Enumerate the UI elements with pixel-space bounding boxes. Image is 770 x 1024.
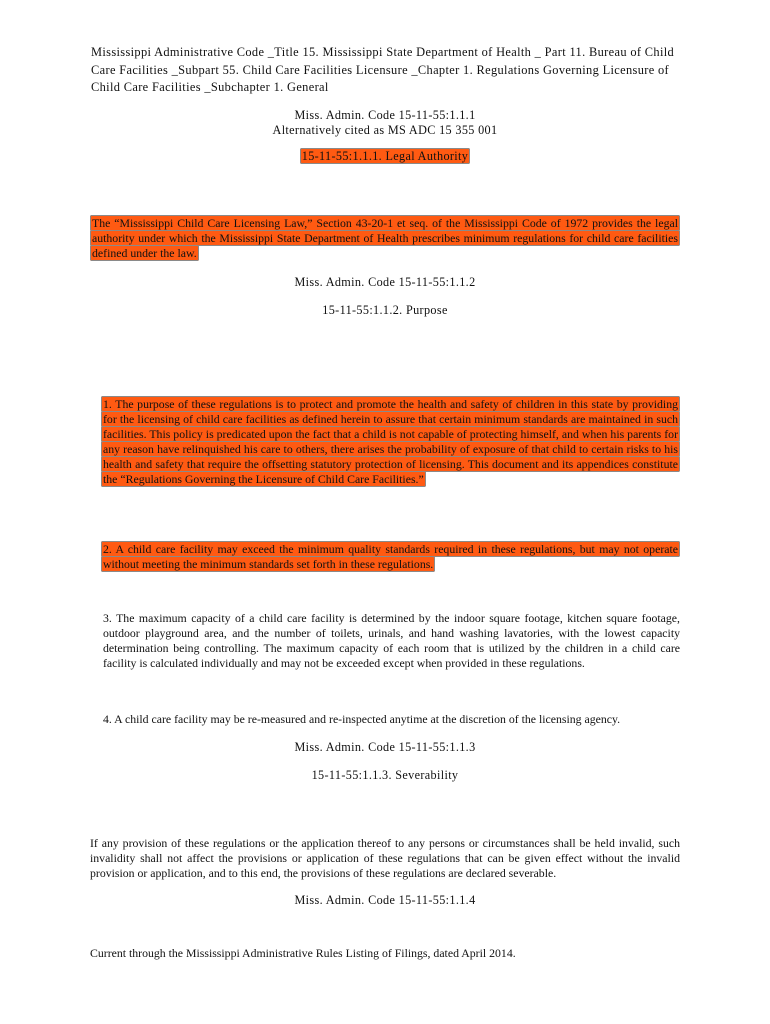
citation-1-1-1: Miss. Admin. Code 15-11-55:1.1.1 <box>294 108 476 122</box>
highlighted-text: 2. A child care facility may exceed the minimum quality standards required in these regulations, but may not operate without meeting the minimum standards set forth in these regulations. <box>103 542 678 571</box>
citation-1-1-4: Miss. Admin. Code 15-11-55:1.1.4 <box>294 893 476 907</box>
document-header: Mississippi Administrative Code _Title 15. Mississippi State Department of Health _ Part 11. Bureau of Child Care Facilities _Subpart 55. Child Care Facilities Licensure _Chapter 1. Regulations Governing Licensure of Child Care Facilities _Subchapter 1. General <box>91 45 675 94</box>
purpose-paragraph-3: 3. The maximum capacity of a child care facility is determined by the indoor square footage, kitchen square footage, outdoor playground area, and the number of toilets, urinals, and hand washing lavatories, with the lowest capacity determination being controlling. The maximum capacity of each room that is utilized by the children in a child care facility is calculated individually and may not be exceeded except when provided in these regulations. <box>103 611 680 670</box>
section-heading-severability: 15-11-55:1.1.3. Severability <box>311 768 459 782</box>
section-heading-purpose: 15-11-55:1.1.2. Purpose <box>322 303 448 317</box>
highlighted-text: 1. The purpose of these regulations is to protect and promote the health and safety of children in this state by providing for the licensing of child care facilities as defined herein to assure that certain minimum standards are maintained in such facilities. This policy is predicated upon the fact that a child is not capable of protecting himself, and when his parents for any reason have relinquished his care to others, there arises the probability of exposure of that child to certain risks to his health and safety that require the offsetting statutory protection of licensing. This document and its appendices constitute the “Regulations Governing the Licensure of Child Care Facilities.” <box>103 397 678 486</box>
legal-authority-paragraph <box>90 216 680 261</box>
currency-statement: Current through the Mississippi Administrative Rules Listing of Filings, dated April 2014. <box>90 946 516 960</box>
alternative-citation: Alternatively cited as MS ADC 15 355 001 <box>272 123 498 137</box>
purpose-paragraph-4: 4. A child care facility may be re-measured and re-inspected anytime at the discretion of the licensing agency. <box>103 712 621 726</box>
purpose-paragraph-1 <box>101 397 680 487</box>
citation-1-1-3: Miss. Admin. Code 15-11-55:1.1.3 <box>294 740 476 754</box>
purpose-paragraph-2 <box>101 542 680 572</box>
highlighted-heading: 15-11-55:1.1.1. Legal Authority <box>301 149 469 163</box>
highlighted-text: The “Mississippi Child Care Licensing Law,” Section 43-20-1 et seq. of the Mississippi Code of 1972 provides the legal authority under which the Mississippi State Department of Health prescribes minimum regulations for child care facilities defined under the law. <box>92 216 678 260</box>
severability-paragraph: If any provision of these regulations or the application thereof to any persons or circumstances shall be held invalid, such invalidity shall not affect the provisions or application of these regulations that can be given effect without the invalid provision or application, and to this end, the provisions of these regulations are declared severable. <box>90 836 680 880</box>
section-heading-legal-authority <box>0 148 770 164</box>
citation-1-1-2: Miss. Admin. Code 15-11-55:1.1.2 <box>294 275 476 289</box>
